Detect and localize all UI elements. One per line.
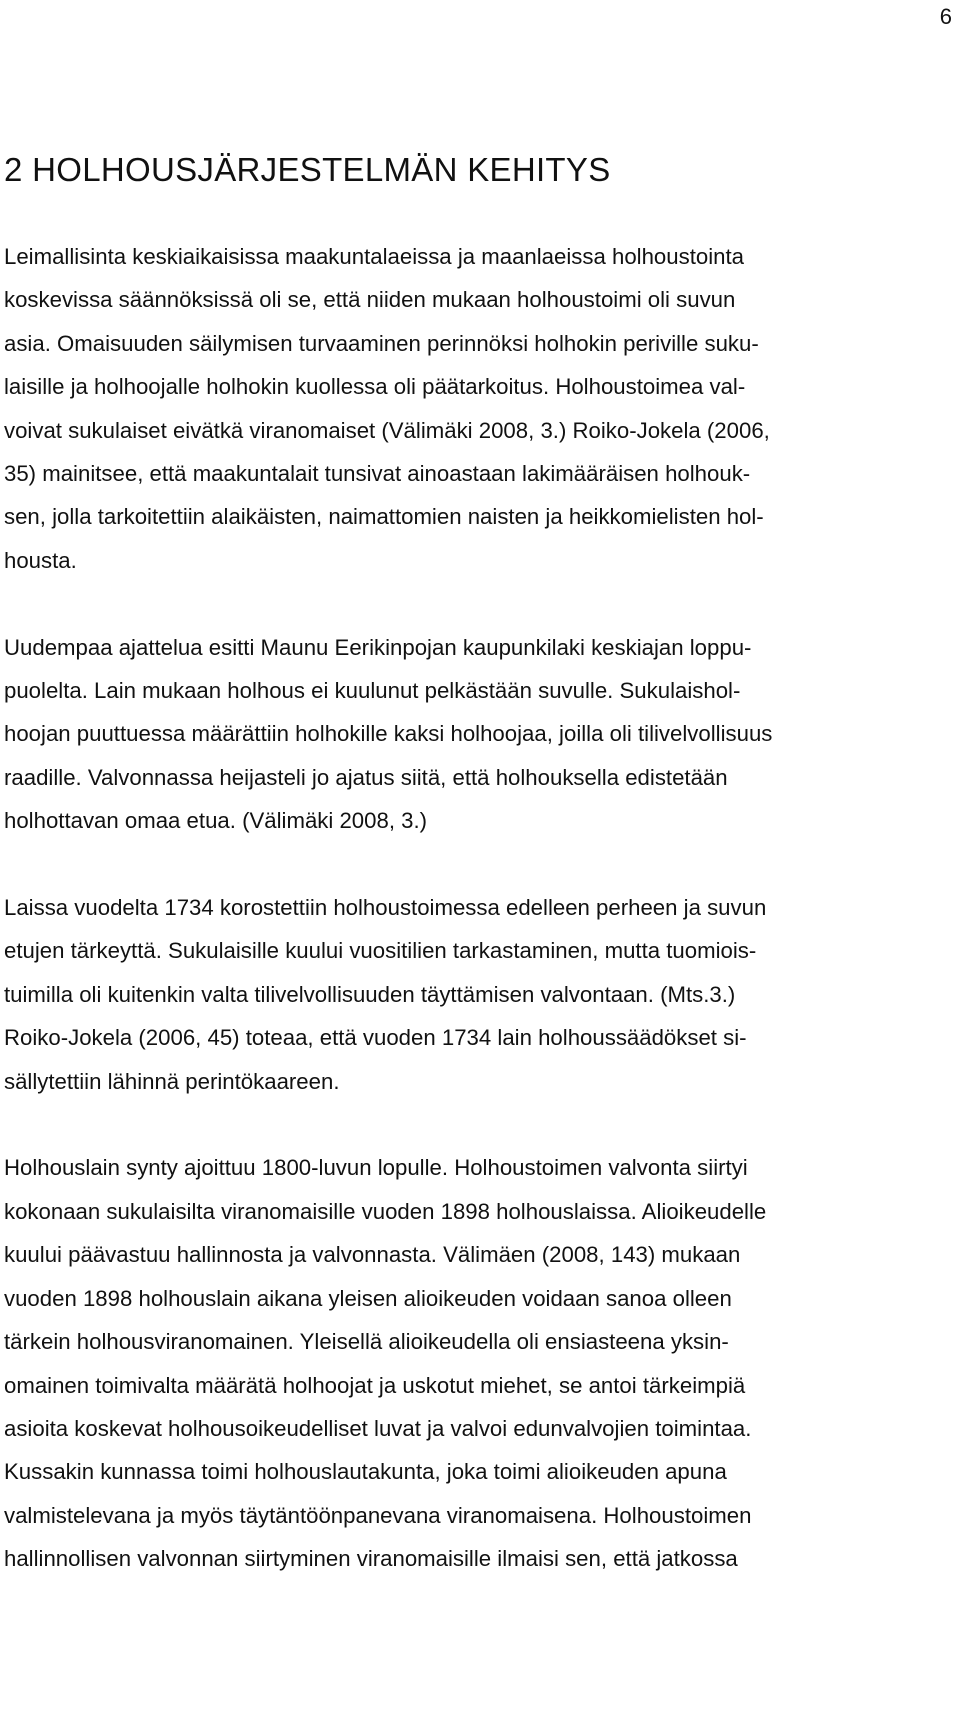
text-line: asioita koskevat holhousoikeudelliset luvat ja valvoi edunvalvojien toimintaa. bbox=[4, 1415, 752, 1441]
text-line: etujen tärkeyttä. Sukulaisille kuului vuositilien tarkastaminen, mutta tuomiois- bbox=[4, 938, 757, 964]
paragraph-gap bbox=[4, 843, 960, 886]
page-number: 6 bbox=[939, 4, 952, 29]
text-line: tuimilla oli kuitenkin valta tilivelvollisuuden täyttämisen valvontaan. (Mts.3.) bbox=[4, 981, 736, 1007]
text-line: vuoden 1898 holhouslain aikana yleisen alioikeuden voidaan sanoa olleen bbox=[4, 1285, 732, 1311]
text-line: housta. bbox=[4, 547, 77, 573]
text-line: kokonaan sukulaisilta viranomaisille vuoden 1898 holhouslaissa. Alioikeudelle bbox=[4, 1198, 767, 1224]
paragraph-gap bbox=[4, 1103, 960, 1146]
text-line: puolelta. Lain mukaan holhous ei kuulunut pelkästään suvulle. Sukulaishol- bbox=[4, 678, 741, 704]
text-line: kuului päävastuu hallinnosta ja valvonnasta. Välimäen (2008, 143) mukaan bbox=[4, 1242, 741, 1268]
text-line: koskevissa säännöksissä oli se, että niiden mukaan holhoustoimi oli suvun bbox=[4, 287, 736, 313]
text-line: hallinnollisen valvonnan siirtyminen viranomaisille ilmaisi sen, että jatkossa bbox=[4, 1546, 738, 1572]
text-line: hoojan puuttuessa määrättiin holhokille kaksi holhoojaa, joilla oli tilivelvollisuus bbox=[4, 721, 773, 747]
paragraph bbox=[4, 235, 960, 582]
text-line: holhottavan omaa etua. (Välimäki 2008, 3.) bbox=[4, 808, 428, 834]
text-line: raadille. Valvonnassa heijasteli jo ajatus siitä, että holhouksella edistetään bbox=[4, 764, 728, 790]
paragraph-gap bbox=[4, 582, 960, 625]
paragraph bbox=[4, 626, 960, 843]
text-line: Roiko-Jokela (2006, 45) toteaa, että vuoden 1734 lain holhoussäädökset si- bbox=[4, 1025, 747, 1051]
text-line: Leimallisinta keskiaikaisissa maakuntalaeissa ja maanlaeissa holhoustointa bbox=[4, 244, 744, 269]
text-line: voivat sukulaiset eivätkä viranomaiset (Välimäki 2008, 3.) Roiko-Jokela (2006, bbox=[4, 417, 770, 443]
text-line: laisille ja holhoojalle holhokin kuollessa oli päätarkoitus. Holhoustoimea val- bbox=[4, 374, 746, 400]
chapter-heading: 2 HOLHOUSJÄRJESTELMÄN KEHITYS bbox=[4, 151, 611, 188]
body-text bbox=[4, 235, 960, 1581]
text-line: 35) mainitsee, että maakuntalait tunsivat ainoastaan lakimääräisen holhouk- bbox=[4, 461, 751, 487]
paragraph bbox=[4, 886, 960, 1103]
text-line: Uudempaa ajattelua esitti Maunu Eerikinpojan kaupunkilaki keskiajan loppu- bbox=[4, 634, 752, 660]
text-line: sällytettiin lähinnä perintökaareen. bbox=[4, 1068, 340, 1094]
text-line: omainen toimivalta määrätä holhoojat ja uskotut miehet, se antoi tärkeimpiä bbox=[4, 1372, 746, 1398]
text-line: asia. Omaisuuden säilymisen turvaaminen perinnöksi holhokin periville suku- bbox=[4, 330, 759, 356]
text-line: Laissa vuodelta 1734 korostettiin holhoustoimessa edelleen perheen ja suvun bbox=[4, 895, 767, 921]
paragraph bbox=[4, 1146, 960, 1580]
text-line: Kussakin kunnassa toimi holhouslautakunta, joka toimi alioikeuden apuna bbox=[4, 1459, 727, 1485]
text-line: sen, jolla tarkoitettiin alaikäisten, naimattomien naisten ja heikkomielisten hol- bbox=[4, 504, 764, 530]
text-line: Holhouslain synty ajoittuu 1800-luvun lopulle. Holhoustoimen valvonta siirtyi bbox=[4, 1155, 748, 1181]
text-line: valmistelevana ja myös täytäntöönpanevana viranomaisena. Holhoustoimen bbox=[4, 1502, 752, 1528]
text-line: tärkein holhousviranomainen. Yleisellä alioikeudella oli ensiasteena yksin- bbox=[4, 1329, 729, 1355]
